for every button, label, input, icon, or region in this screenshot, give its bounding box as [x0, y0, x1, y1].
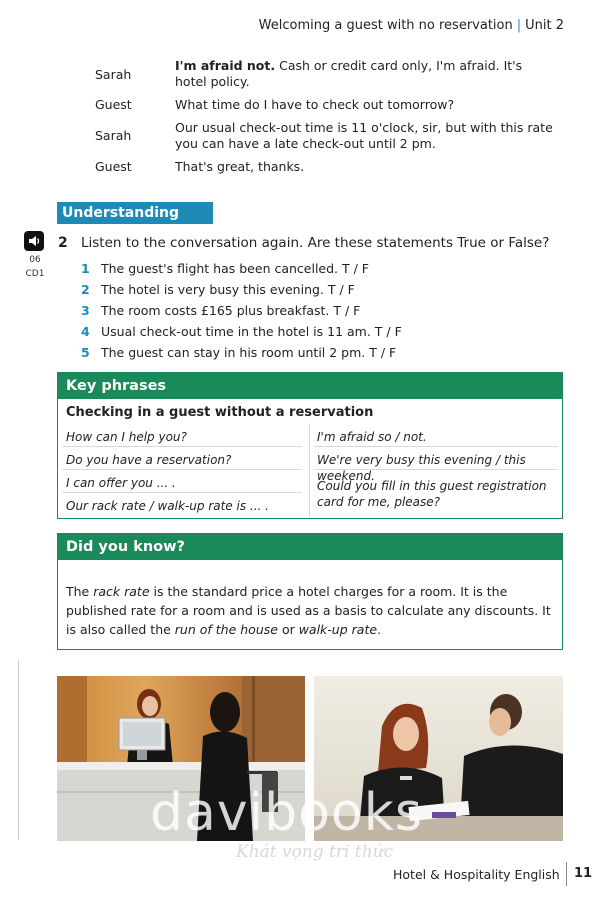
row-divider	[314, 446, 558, 447]
did-you-know-text	[66, 582, 554, 639]
speaker: Sarah	[95, 128, 132, 143]
item-number: 4	[81, 324, 90, 339]
item-text: Usual check-out time in the hotel is 11 am. T / F	[101, 324, 402, 339]
dialogue-text: That's great, thanks.	[175, 159, 305, 174]
page-number: 11	[574, 866, 593, 881]
item-number: 2	[81, 282, 90, 297]
phrase: How can I help you?	[66, 430, 187, 444]
text-run: The	[66, 584, 94, 599]
term-rack-rate: rack rate	[93, 584, 150, 599]
row-divider	[62, 446, 302, 447]
row-divider	[62, 492, 302, 493]
text-run: .	[377, 622, 382, 637]
term-walk-up-rate: walk-up rate	[298, 622, 378, 637]
speaker-icon[interactable]	[24, 231, 44, 251]
dialogue-text: Our usual check-out time is 11 o'clock, sir, but with this rate you can have a late check-out until 2 pm.	[175, 120, 553, 151]
chapter-title: Welcoming a guest with no reservation	[258, 18, 513, 33]
footer-separator	[566, 862, 567, 886]
did-you-know-heading: Did you know?	[58, 534, 562, 560]
item-text: The guest can stay in his room until 2 pm. T / F	[101, 345, 397, 360]
phrase: Our rack rate / walk-up rate is ... .	[66, 499, 269, 513]
phrase: Could you fill in this guest registration card for me, please?	[317, 479, 547, 509]
phrase: We're very busy this evening / this weekend.	[317, 453, 526, 483]
term-run-of-the-house: run of the house	[174, 622, 278, 637]
text-run: or	[277, 622, 299, 637]
speaker: Guest	[95, 97, 132, 112]
item-text: The room costs £165 plus breakfast. T / F	[101, 303, 361, 318]
book-title: Hotel & Hospitality English	[393, 867, 560, 882]
line-text: Cash or credit card only, I'm afraid. It's hotel policy.	[175, 58, 523, 89]
cd-label: CD1	[25, 269, 45, 279]
key-phrases-heading: Key phrases	[58, 373, 562, 399]
understanding-heading: Understanding	[57, 202, 213, 224]
running-header	[259, 18, 564, 33]
item-text: The guest's flight has been cancelled. T / F	[101, 261, 369, 276]
key-phrases-subheading: Checking in a guest without a reservation	[66, 405, 374, 420]
speaker: Sarah	[95, 67, 132, 82]
question-number: 2	[58, 235, 68, 251]
unit-label: Unit 2	[525, 18, 564, 33]
bold-phrase: I'm afraid not.	[175, 58, 276, 73]
text-run: is the standard price a hotel charges for a room. It is the published rate for a room and is used as a basis to calculate any discounts. It is also called the	[66, 584, 551, 637]
speaker: Guest	[95, 159, 132, 174]
question-text: Listen to the conversation again. Are these statements True or False?	[81, 235, 550, 251]
margin-rule	[18, 660, 19, 840]
phrase: I'm afraid so / not.	[317, 430, 427, 444]
track-number: 06	[29, 255, 41, 265]
key-phrases-box	[57, 372, 563, 519]
watermark-tagline: Khát vọng tri thức	[236, 842, 394, 862]
item-text: The hotel is very busy this evening. T / F	[101, 282, 355, 297]
item-number: 1	[81, 261, 90, 276]
item-number: 3	[81, 303, 90, 318]
header-separator: |	[516, 18, 522, 33]
phrase: Do you have a reservation?	[66, 453, 232, 467]
column-divider	[309, 423, 310, 517]
watermark-logo: davibooks	[150, 783, 423, 843]
dialogue-text	[175, 58, 555, 90]
did-you-know-box	[57, 533, 563, 650]
row-divider	[62, 469, 302, 470]
phrase: I can offer you ... .	[66, 476, 176, 490]
item-number: 5	[81, 345, 90, 360]
dialogue-text: What time do I have to check out tomorrow?	[175, 97, 455, 112]
audio-track-label	[22, 255, 48, 280]
